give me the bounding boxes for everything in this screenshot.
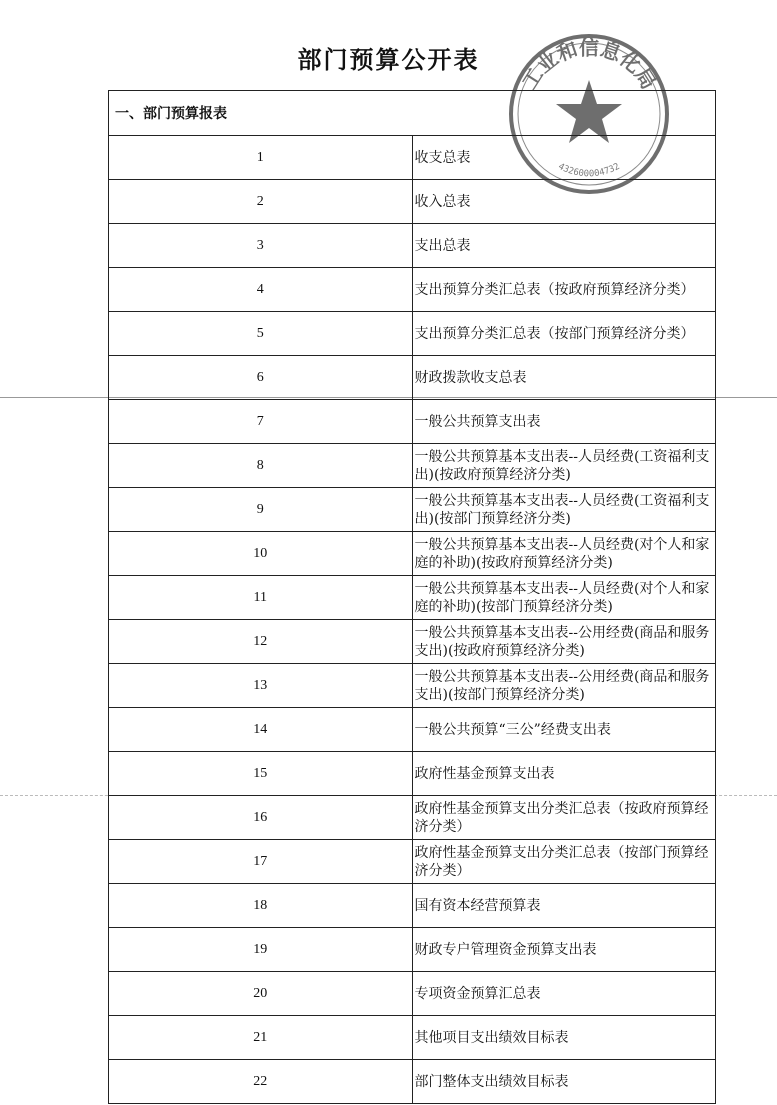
- row-number: 19: [109, 928, 413, 972]
- table-row: [109, 1060, 716, 1104]
- row-table-name: 一般公共预算基本支出表--人员经费(对个人和家庭的补助)(按政府预算经济分类): [412, 532, 716, 576]
- row-table-name: 政府性基金预算支出表: [412, 752, 716, 796]
- row-number: 15: [109, 752, 413, 796]
- row-table-name: 支出预算分类汇总表（按政府预算经济分类）: [412, 268, 716, 312]
- row-number: 2: [109, 180, 413, 224]
- row-number: 16: [109, 796, 413, 840]
- section-heading: 一、部门预算报表: [109, 91, 716, 136]
- row-table-name: 财政拨款收支总表: [412, 356, 716, 400]
- row-number: 4: [109, 268, 413, 312]
- row-table-name: 一般公共预算基本支出表--人员经费(工资福利支出)(按部门预算经济分类): [412, 488, 716, 532]
- table-row: [109, 444, 716, 488]
- table-row: [109, 180, 716, 224]
- row-number: 18: [109, 884, 413, 928]
- row-table-name: 一般公共预算基本支出表--公用经费(商品和服务支出)(按政府预算经济分类): [412, 620, 716, 664]
- section-heading-row: [109, 91, 716, 136]
- table-row: [109, 1016, 716, 1060]
- row-table-name: 部门整体支出绩效目标表: [412, 1060, 716, 1104]
- row-table-name: 支出预算分类汇总表（按部门预算经济分类）: [412, 312, 716, 356]
- row-table-name: 一般公共预算基本支出表--人员经费(对个人和家庭的补助)(按部门预算经济分类): [412, 576, 716, 620]
- row-table-name: 一般公共预算基本支出表--公用经费(商品和服务支出)(按部门预算经济分类): [412, 664, 716, 708]
- table-row: [109, 840, 716, 884]
- row-table-name: 政府性基金预算支出分类汇总表（按政府预算经济分类）: [412, 796, 716, 840]
- row-number: 8: [109, 444, 413, 488]
- row-number: 11: [109, 576, 413, 620]
- row-number: 1: [109, 136, 413, 180]
- row-number: 20: [109, 972, 413, 1016]
- table-row: [109, 488, 716, 532]
- row-number: 12: [109, 620, 413, 664]
- table-row: [109, 664, 716, 708]
- row-number: 7: [109, 400, 413, 444]
- row-number: 10: [109, 532, 413, 576]
- row-table-name: 支出总表: [412, 224, 716, 268]
- table-row: [109, 136, 716, 180]
- table-row: [109, 268, 716, 312]
- row-table-name: 收支总表: [412, 136, 716, 180]
- page-title: 部门预算公开表: [297, 46, 480, 74]
- table-row: [109, 620, 716, 664]
- table-row: [109, 708, 716, 752]
- row-number: 13: [109, 664, 413, 708]
- row-table-name: 一般公共预算“三公”经费支出表: [412, 708, 716, 752]
- table-row: [109, 356, 716, 400]
- row-table-name: 财政专户管理资金预算支出表: [412, 928, 716, 972]
- row-number: 5: [109, 312, 413, 356]
- row-table-name: 收入总表: [412, 180, 716, 224]
- row-number: 6: [109, 356, 413, 400]
- row-number: 3: [109, 224, 413, 268]
- row-table-name: 政府性基金预算支出分类汇总表（按部门预算经济分类）: [412, 840, 716, 884]
- table-row: [109, 884, 716, 928]
- table-row: [109, 312, 716, 356]
- row-number: 14: [109, 708, 413, 752]
- row-number: 17: [109, 840, 413, 884]
- row-number: 22: [109, 1060, 413, 1104]
- row-table-name: 一般公共预算支出表: [412, 400, 716, 444]
- table-row: [109, 752, 716, 796]
- row-number: 9: [109, 488, 413, 532]
- row-table-name: 专项资金预算汇总表: [412, 972, 716, 1016]
- table-row: [109, 796, 716, 840]
- table-row: [109, 532, 716, 576]
- budget-table: [108, 90, 716, 1104]
- table-row: [109, 400, 716, 444]
- table-row: [109, 928, 716, 972]
- row-table-name: 国有资本经营预算表: [412, 884, 716, 928]
- table-row: [109, 576, 716, 620]
- table-row: [109, 224, 716, 268]
- seal-ring-text: 工业和信息化局: [517, 35, 661, 94]
- table-row: [109, 972, 716, 1016]
- seal-number: 432600004732: [556, 161, 622, 180]
- row-table-name: 一般公共预算基本支出表--人员经费(工资福利支出)(按政府预算经济分类): [412, 444, 716, 488]
- row-number: 21: [109, 1016, 413, 1060]
- row-table-name: 其他项目支出绩效目标表: [412, 1016, 716, 1060]
